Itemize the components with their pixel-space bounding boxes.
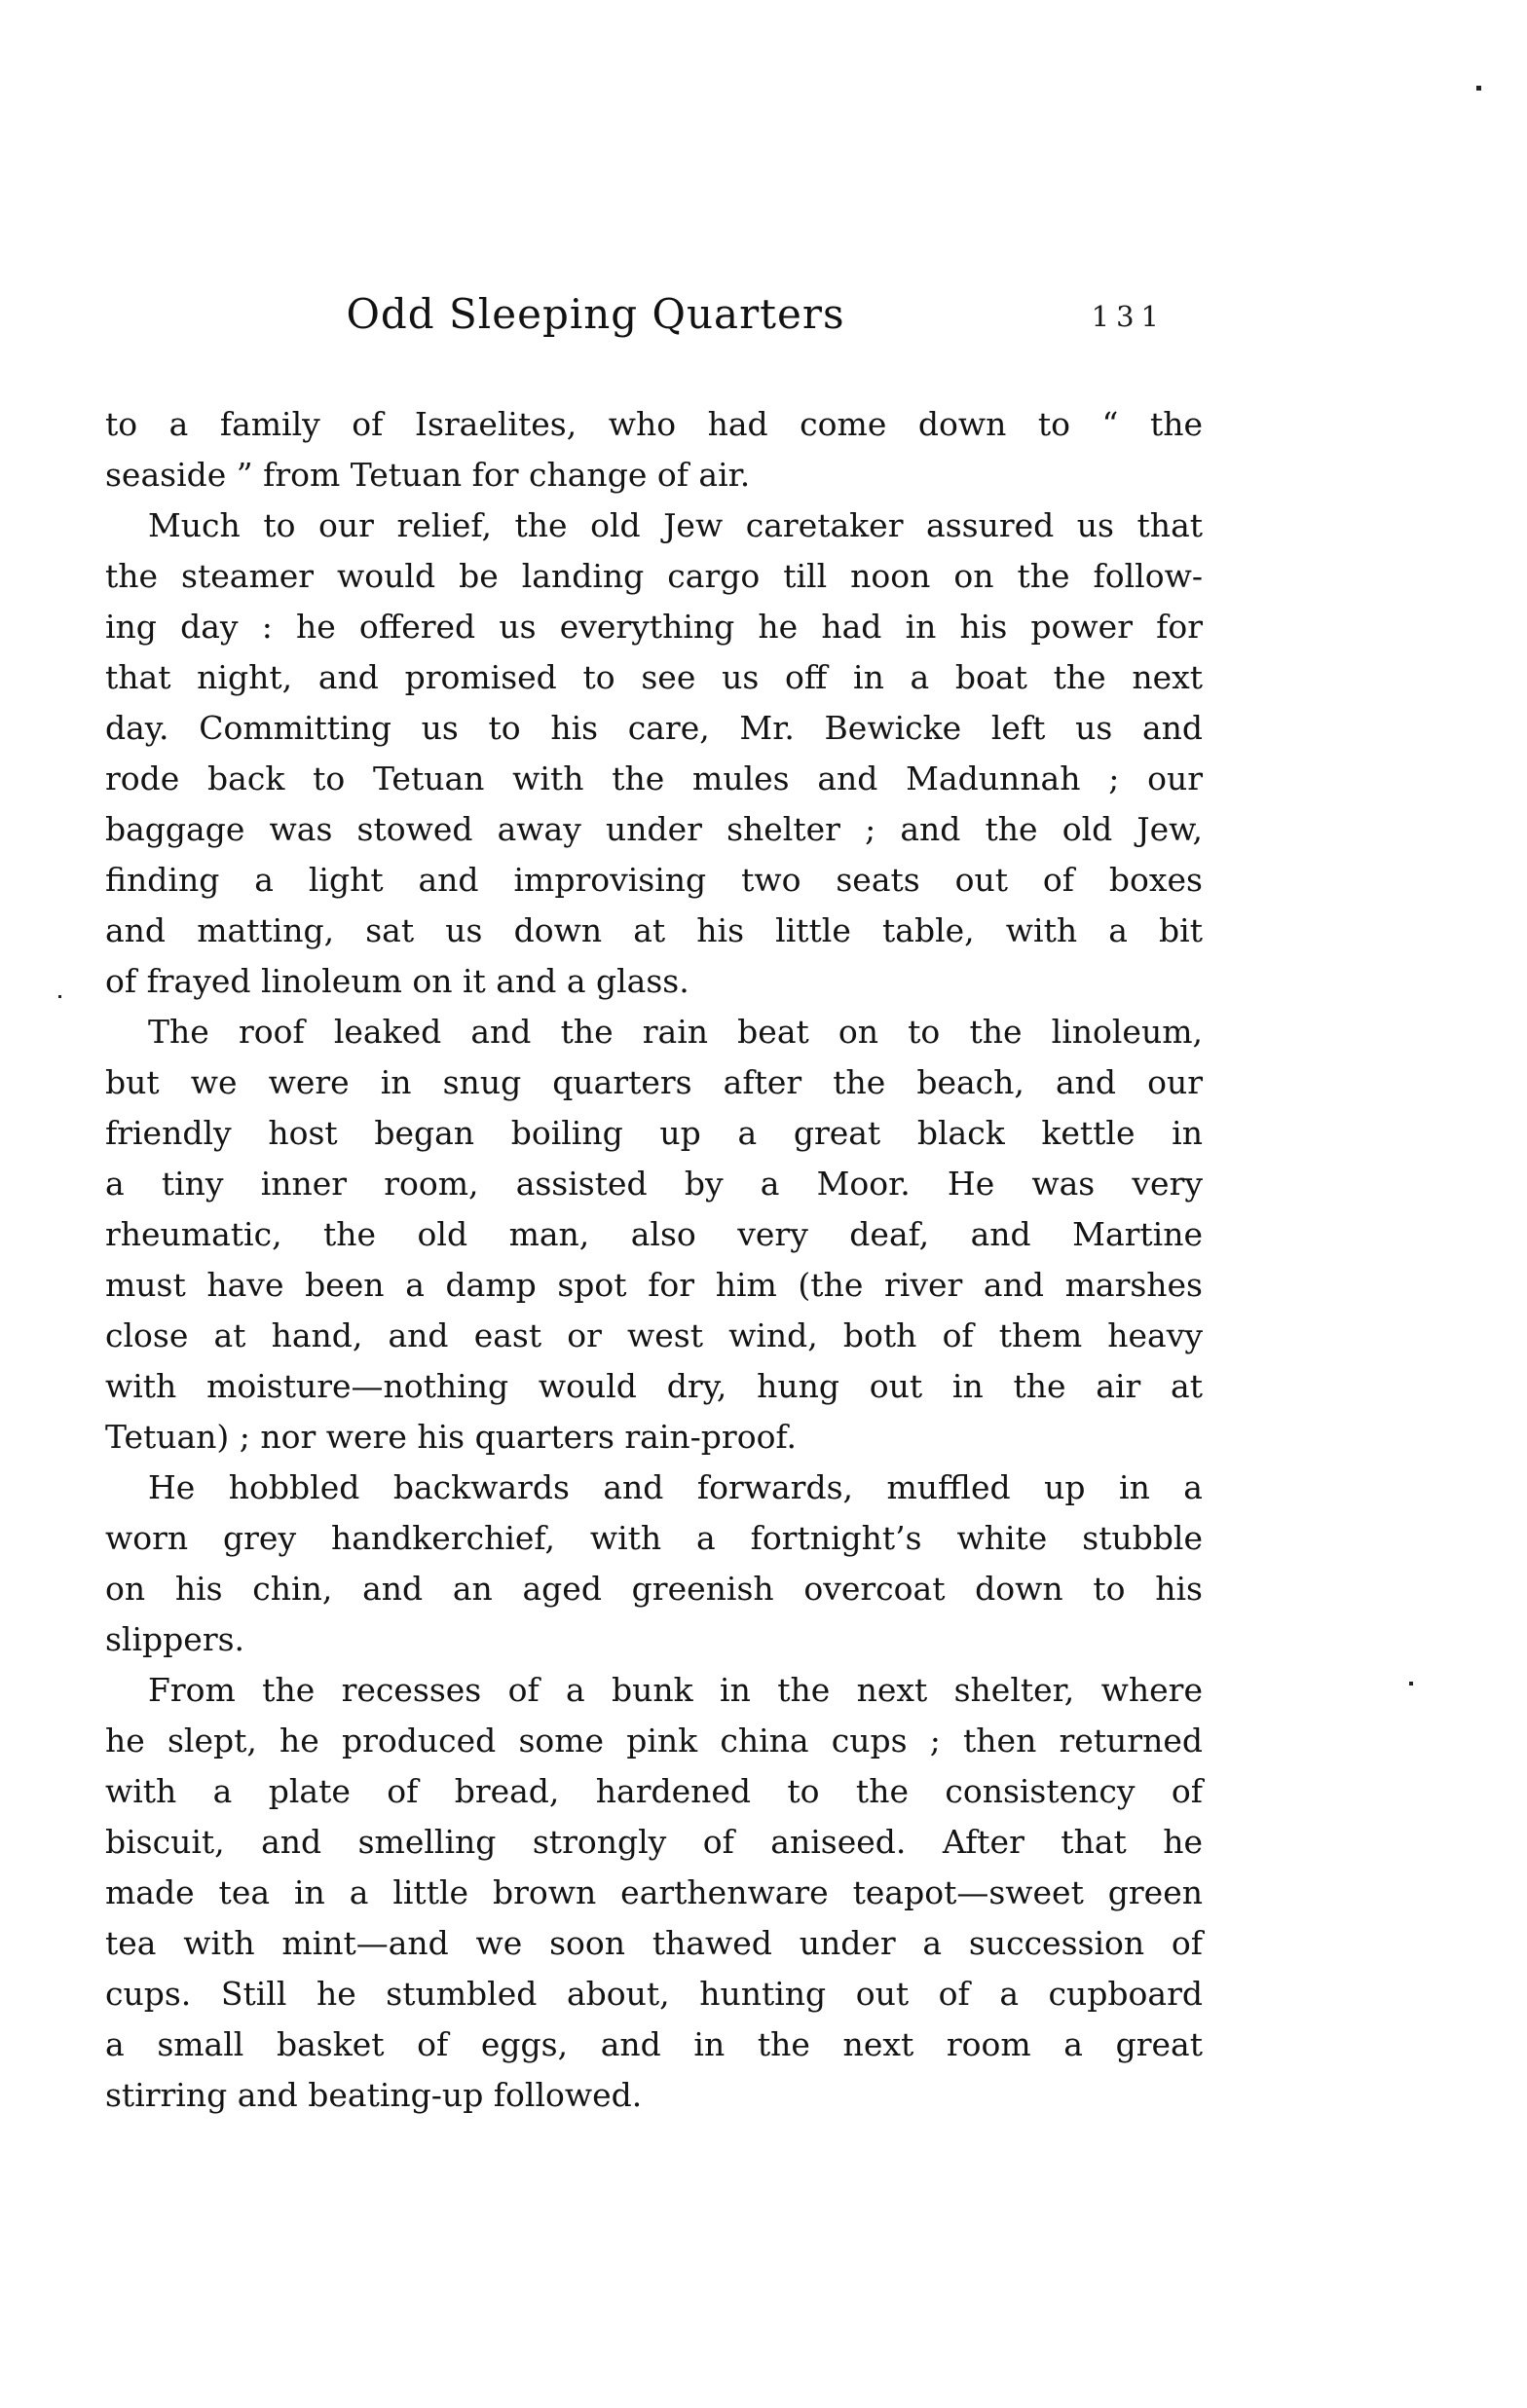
- text-line: and matting, sat us down at his little table, with a bit: [105, 911, 1203, 949]
- text-line: baggage was stowed away under shelter ; and the old Jew,: [105, 810, 1203, 848]
- text-line: a small basket of eggs, and in the next room a great: [105, 2025, 1203, 2063]
- page-body: [105, 399, 1203, 2121]
- text-line: with moisture—nothing would dry, hung out in the air at: [105, 1367, 1203, 1405]
- text-line: finding a light and improvising two seats out of boxes: [105, 861, 1203, 899]
- text-line: ing day : he offered us everything he had in his power for: [105, 608, 1203, 646]
- text-line: Tetuan) ; nor were his quarters rain-proof.: [105, 1418, 797, 1456]
- page-number: 131: [1091, 300, 1166, 333]
- text-line: rode back to Tetuan with the mules and Madunnah ; our: [105, 759, 1203, 797]
- text-line: must have been a damp spot for him (the river and marshes: [105, 1266, 1203, 1304]
- text-line: tea with mint—and we soon thawed under a succession of: [105, 1924, 1203, 1962]
- text-line: day. Committing us to his care, Mr. Bewicke left us and: [105, 709, 1203, 747]
- text-line: but we were in snug quarters after the beach, and our: [105, 1063, 1203, 1101]
- text-line: of frayed linoleum on it and a glass.: [105, 962, 689, 1000]
- page-header: [105, 290, 1203, 352]
- text-line: The roof leaked and the rain beat on to the linoleum,: [148, 1013, 1203, 1051]
- text-line: with a plate of bread, hardened to the consistency of: [105, 1772, 1203, 1810]
- text-line: rheumatic, the old man, also very deaf, and Martine: [105, 1215, 1203, 1253]
- text-line: cups. Still he stumbled about, hunting out of a cupboard: [105, 1975, 1203, 2013]
- page-title: Odd Sleeping Quarters: [346, 290, 845, 338]
- text-line: to a family of Israelites, who had come down to “ the: [105, 405, 1203, 443]
- text-line: made tea in a little brown earthenware teapot—sweet green: [105, 1873, 1203, 1911]
- text-line: that night, and promised to see us off in a boat the next: [105, 658, 1203, 696]
- scan-speck: [58, 995, 61, 998]
- text-line: seaside ” from Tetuan for change of air.: [105, 456, 751, 494]
- text-line: friendly host began boiling up a great black kettle in: [105, 1114, 1203, 1152]
- text-line: He hobbled backwards and forwards, muffled up in a: [148, 1468, 1203, 1506]
- text-line: Much to our relief, the old Jew caretaker assured us that: [148, 506, 1203, 544]
- text-line: close at hand, and east or west wind, both of them heavy: [105, 1316, 1203, 1354]
- scan-speck: [1476, 86, 1481, 91]
- text-line: he slept, he produced some pink china cups ; then returned: [105, 1722, 1203, 1760]
- text-line: biscuit, and smelling strongly of aniseed. After that he: [105, 1823, 1203, 1861]
- text-line: stirring and beating-up followed.: [105, 2076, 643, 2114]
- text-line: slippers.: [105, 1620, 245, 1658]
- text-line: the steamer would be landing cargo till noon on the follow-: [105, 557, 1203, 595]
- scan-speck: [1409, 1682, 1413, 1686]
- text-line: From the recesses of a bunk in the next shelter, where: [148, 1671, 1203, 1709]
- text-line: worn grey handkerchief, with a fortnight’s white stubble: [105, 1519, 1203, 1557]
- text-line: a tiny inner room, assisted by a Moor. He was very: [105, 1165, 1203, 1203]
- text-line: on his chin, and an aged greenish overcoat down to his: [105, 1570, 1203, 1608]
